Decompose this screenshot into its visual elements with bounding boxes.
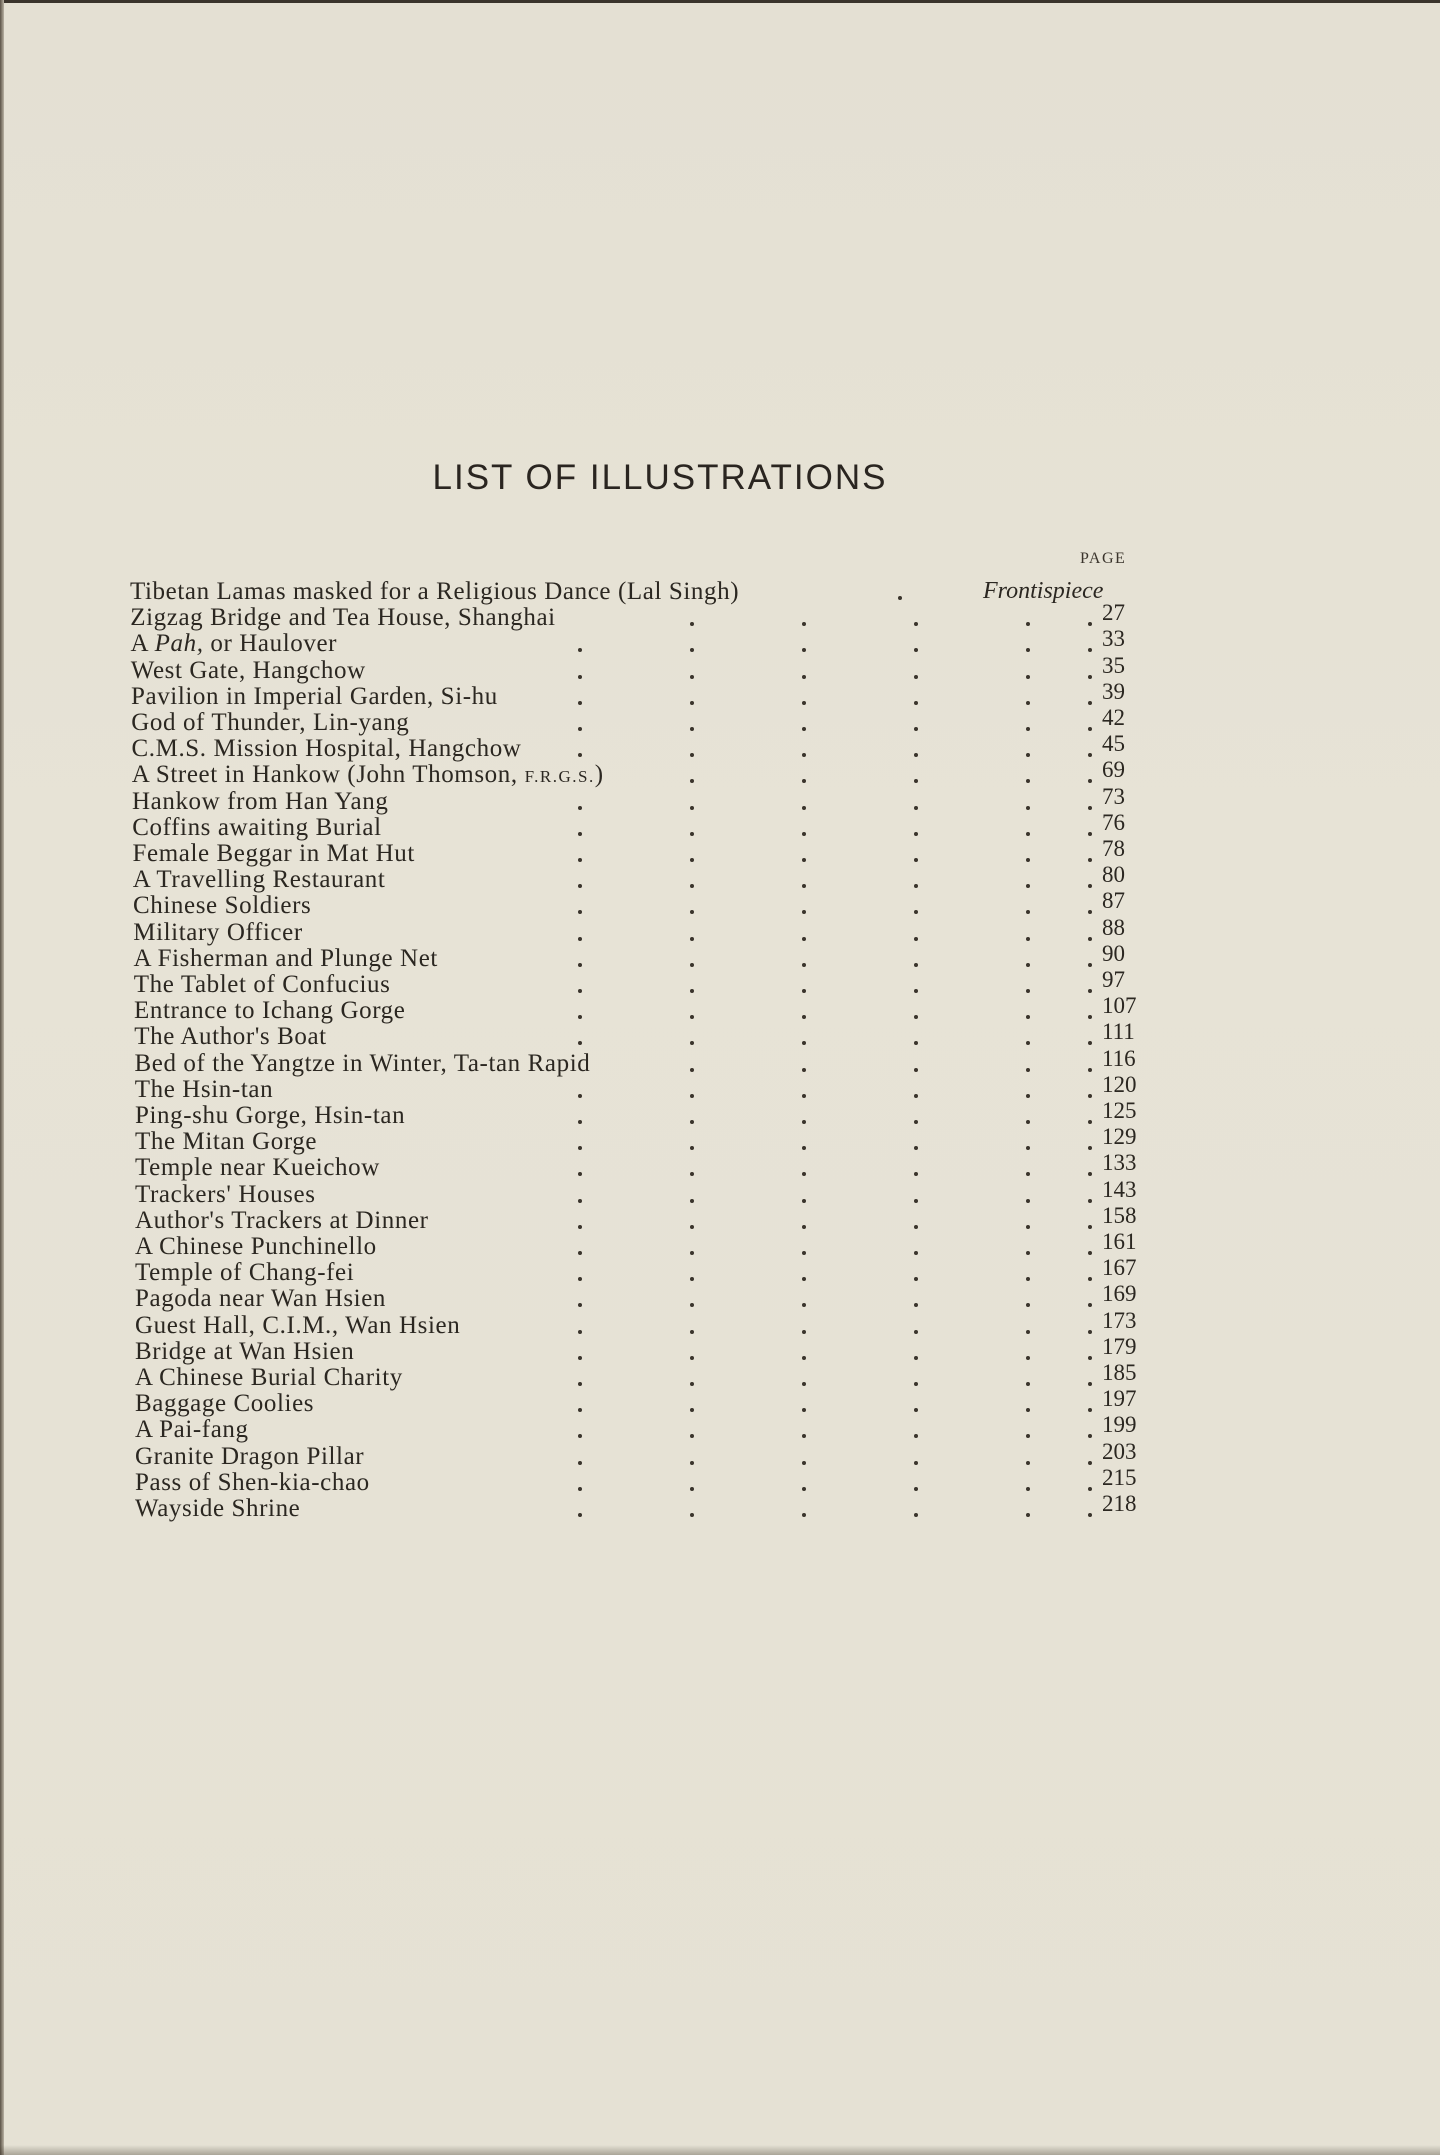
- leader-dot: [690, 1356, 694, 1360]
- illustration-page-number: 143: [1102, 1176, 1137, 1202]
- leader-dot: [578, 675, 582, 679]
- leader-dot: [1088, 1172, 1092, 1176]
- leader-dot: [802, 1277, 806, 1281]
- illustration-page-number: 161: [1102, 1229, 1137, 1254]
- illustration-page-number: 215: [1102, 1464, 1137, 1490]
- illustration-title: Military Officer: [133, 918, 303, 946]
- illustration-page-number: 39: [1102, 678, 1125, 704]
- leader-dot: [1026, 1172, 1030, 1176]
- leader-dot: [1088, 884, 1092, 888]
- illustration-page-number: 197: [1102, 1386, 1137, 1412]
- leader-dot: [802, 884, 806, 888]
- leader-dot: [1088, 753, 1092, 757]
- leader-dot: [578, 884, 582, 888]
- illustration-title: The Hsin-tan: [134, 1075, 274, 1103]
- leader-dot: [1026, 727, 1030, 731]
- leader-dot: [1088, 1434, 1092, 1438]
- leader-dot: [914, 1199, 918, 1203]
- leader-dot: [802, 910, 806, 914]
- leader-dot: [1088, 1356, 1092, 1360]
- leader-dot: [690, 1146, 694, 1150]
- leader-dot: [1088, 858, 1092, 862]
- leader-dot: [1026, 1356, 1030, 1360]
- leader-dot: [1088, 806, 1092, 810]
- illustration-title: Zigzag Bridge and Tea House, Shanghai: [130, 604, 556, 632]
- illustration-title: The Mitan Gorge: [135, 1128, 318, 1156]
- leader-dot: [802, 1303, 806, 1307]
- leader-dot: [1026, 1094, 1030, 1098]
- leader-dot: [802, 1513, 806, 1517]
- illustration-title: Guest Hall, C.I.M., Wan Hsien: [135, 1311, 461, 1339]
- illustration-page-number: 133: [1102, 1150, 1137, 1176]
- illustration-title: Temple near Kueichow: [135, 1154, 380, 1182]
- leader-dot: [1026, 1225, 1030, 1229]
- illustration-page-number: 173: [1102, 1307, 1137, 1333]
- leader-dot: [578, 1120, 582, 1124]
- leader-dot: [690, 989, 694, 993]
- leader-dot: [690, 937, 694, 941]
- illustration-title: Bridge at Wan Hsien: [135, 1337, 355, 1365]
- illustration-title: A Chinese Burial Charity: [135, 1364, 403, 1391]
- leader-dot: [1026, 989, 1030, 993]
- leader-dot: [578, 1041, 582, 1045]
- leader-dot: [690, 753, 694, 757]
- illustration-row: [0, 1491, 1440, 1531]
- leader-dot: [802, 1120, 806, 1124]
- leader-dot: [690, 779, 694, 783]
- illustration-title: Pass of Shen-kia-chao: [135, 1468, 370, 1496]
- leader-dot: [690, 675, 694, 679]
- leader-dot: [914, 1172, 918, 1176]
- leader-dot: [690, 1172, 694, 1176]
- illustration-page-number: 203: [1102, 1438, 1137, 1464]
- bottom-edge-shadow: [0, 2145, 1440, 2155]
- leader-dot: [1026, 1251, 1030, 1255]
- leader-dot: [1026, 753, 1030, 757]
- leader-dot: [914, 1041, 918, 1045]
- leader-dot: [914, 1120, 918, 1124]
- leader-dot: [1026, 1513, 1030, 1517]
- leader-dot: [578, 1303, 582, 1307]
- leader-dot: [802, 1408, 806, 1412]
- illustration-title: A Chinese Punchinello: [135, 1233, 377, 1260]
- illustration-page-number: 78: [1102, 836, 1125, 861]
- leader-dot: [1026, 884, 1030, 888]
- leader-dot: [1026, 832, 1030, 836]
- leader-dot: [1026, 779, 1030, 783]
- leader-dot: [914, 675, 918, 679]
- leader-dot: [1026, 963, 1030, 967]
- illustration-page-number: 218: [1102, 1491, 1137, 1516]
- leader-dot: [1088, 675, 1092, 679]
- leader-dot: [578, 1461, 582, 1465]
- leader-dot: [1026, 806, 1030, 810]
- illustration-page-number: 125: [1102, 1098, 1137, 1123]
- illustration-page-number: 35: [1102, 652, 1125, 678]
- illustration-page-number: 97: [1102, 967, 1125, 992]
- leader-dot: [578, 753, 582, 757]
- leader-dot: [914, 622, 918, 626]
- leader-dot: [914, 1068, 918, 1072]
- leader-dot: [1026, 1015, 1030, 1019]
- leader-dot: [690, 884, 694, 888]
- leader-dot: [578, 1225, 582, 1229]
- leader-dot: [914, 1461, 918, 1465]
- leader-dot: [1088, 1015, 1092, 1019]
- leader-dot: [1026, 701, 1030, 705]
- illustration-title: [132, 761, 604, 789]
- illustration-page-number: 88: [1102, 914, 1125, 940]
- illustration-title: Temple of Chang-fei: [135, 1259, 355, 1287]
- leader-dot: [802, 727, 806, 731]
- leader-dot: [914, 701, 918, 705]
- leader-dot: [802, 1434, 806, 1438]
- leader-dot: [802, 1094, 806, 1098]
- leader-dot: [578, 1513, 582, 1517]
- leader-dot: [1088, 989, 1092, 993]
- illustration-page-number: 90: [1102, 940, 1125, 966]
- leader-dot: [1026, 1120, 1030, 1124]
- illustration-page-number: 158: [1102, 1202, 1137, 1228]
- leader-dot: [1026, 1461, 1030, 1465]
- illustration-page-number: 42: [1102, 705, 1125, 730]
- leader-dot: [690, 1277, 694, 1281]
- leader-dot: [690, 1461, 694, 1465]
- illustration-title: God of Thunder, Lin-yang: [131, 709, 410, 736]
- leader-dot: [690, 1303, 694, 1307]
- leader-dot: [802, 1041, 806, 1045]
- leader-dot: [1026, 1303, 1030, 1307]
- leader-dot: [578, 989, 582, 993]
- leader-dot: [914, 1303, 918, 1307]
- illustration-page-number: 199: [1102, 1412, 1137, 1438]
- leader-dot: [914, 1408, 918, 1412]
- leader-dot: [1088, 1513, 1092, 1517]
- illustration-title: Ping-shu Gorge, Hsin-tan: [135, 1102, 406, 1129]
- leader-dot: [1026, 1146, 1030, 1150]
- leader-dot: [578, 1172, 582, 1176]
- leader-dot: [914, 1015, 918, 1019]
- leader-dot: [1088, 1041, 1092, 1045]
- leader-dot: [802, 1068, 806, 1072]
- illustration-title: Granite Dragon Pillar: [135, 1442, 365, 1470]
- leader-dot: [578, 1330, 582, 1334]
- leader-dot: [1088, 1487, 1092, 1491]
- illustration-title: Pavilion in Imperial Garden, Si-hu: [131, 682, 498, 710]
- leader-dot: [802, 1251, 806, 1255]
- leader-dot: [1026, 858, 1030, 862]
- illustration-title-part: F.R.G.S.: [524, 767, 595, 787]
- leader-dot: [578, 1487, 582, 1491]
- leader-dot: [690, 1251, 694, 1255]
- illustration-page-number: 167: [1102, 1255, 1137, 1281]
- illustration-title: A Fisherman and Plunge Net: [133, 944, 438, 972]
- illustration-title: C.M.S. Mission Hospital, Hangchow: [131, 735, 522, 763]
- illustration-page-number: 116: [1102, 1045, 1136, 1071]
- leader-dot: [802, 858, 806, 862]
- leader-dot: [690, 1015, 694, 1019]
- leader-dot: [802, 1225, 806, 1229]
- leader-dot: [690, 1434, 694, 1438]
- leader-dot: [578, 858, 582, 862]
- illustration-title: The Tablet of Confucius: [133, 971, 391, 998]
- illustration-page-number: 87: [1102, 888, 1125, 914]
- illustration-title: Entrance to Ichang Gorge: [134, 997, 406, 1025]
- leader-dot: [914, 1356, 918, 1360]
- illustration-title: Bed of the Yangtze in Winter, Ta-tan Rapid: [134, 1049, 591, 1077]
- leader-dot: [578, 727, 582, 731]
- leader-dot: [1026, 648, 1030, 652]
- leader-dot: [802, 779, 806, 783]
- leader-dot: [578, 701, 582, 705]
- leader-dot: [1026, 1277, 1030, 1281]
- leader-dot: [1088, 1303, 1092, 1307]
- leader-dot: [802, 1461, 806, 1465]
- leader-dot: [914, 753, 918, 757]
- leader-dot: [690, 1513, 694, 1517]
- leader-dot: [1088, 1251, 1092, 1255]
- illustration-page-number: 76: [1102, 809, 1125, 835]
- leader-dot: [914, 963, 918, 967]
- illustration-title: A Travelling Restaurant: [132, 866, 386, 894]
- leader-dot: [802, 1172, 806, 1176]
- leader-dot: [690, 1408, 694, 1412]
- leader-dot: [802, 1146, 806, 1150]
- illustration-title-part: A: [130, 630, 155, 658]
- leader-dot: [914, 1382, 918, 1386]
- leader-dot: [914, 648, 918, 652]
- leader-dot: [1088, 1120, 1092, 1124]
- leader-dot: [1026, 1434, 1030, 1438]
- leader-dot: [1088, 1382, 1092, 1386]
- leader-dot: [690, 858, 694, 862]
- leader-dot: [578, 806, 582, 810]
- leader-dot: [1088, 832, 1092, 836]
- leader-dot: [1088, 910, 1092, 914]
- leader-dot: [802, 1015, 806, 1019]
- leader-dot: [802, 1487, 806, 1491]
- leader-dot: [690, 648, 694, 652]
- illustration-page-number: 120: [1102, 1071, 1137, 1097]
- leader-dot: [578, 832, 582, 836]
- illustration-page-number: 45: [1102, 731, 1125, 757]
- leader-dot: [578, 1251, 582, 1255]
- page-column-label: PAGE: [1080, 550, 1127, 567]
- illustration-page-number: 185: [1102, 1360, 1137, 1385]
- leader-dot: [690, 701, 694, 705]
- leader-dot: [1088, 1199, 1092, 1203]
- leader-dot: [690, 622, 694, 626]
- illustration-title: Tibetan Lamas masked for a Religious Dance (Lal Singh): [130, 578, 740, 605]
- leader-dot: [1088, 648, 1092, 652]
- illustration-page-number: 107: [1102, 993, 1137, 1019]
- illustration-page-number: 169: [1102, 1281, 1137, 1307]
- leader-dot: [690, 1199, 694, 1203]
- leader-dot: [1088, 1330, 1092, 1334]
- leader-dot: [914, 806, 918, 810]
- leader-dot: [690, 1094, 694, 1098]
- leader-dot: [690, 727, 694, 731]
- leader-dot: [802, 937, 806, 941]
- leader-dot: [914, 1434, 918, 1438]
- leader-dot: [802, 675, 806, 679]
- leader-dot: [1026, 1382, 1030, 1386]
- leader-dot: [914, 884, 918, 888]
- illustration-page-number: Frontispiece: [983, 578, 1104, 604]
- leader-dot: [914, 1251, 918, 1255]
- leader-dot: [1088, 779, 1092, 783]
- leader-dot: [802, 1330, 806, 1334]
- leader-dot: [690, 1120, 694, 1124]
- leader-dot: [914, 832, 918, 836]
- illustration-title: Chinese Soldiers: [133, 892, 312, 920]
- leader-dot: [1026, 1199, 1030, 1203]
- illustration-title: The Author's Boat: [134, 1023, 327, 1051]
- page-title: LIST OF ILLUSTRATIONS: [432, 458, 888, 497]
- leader-dot: [914, 989, 918, 993]
- leader-dot: [802, 622, 806, 626]
- leader-dot: [578, 1382, 582, 1386]
- leader-dot: [1026, 1068, 1030, 1072]
- illustration-title: Baggage Coolies: [135, 1390, 315, 1418]
- leader-dot: [1088, 963, 1092, 967]
- leader-dot: [914, 1513, 918, 1517]
- leader-dot: [914, 910, 918, 914]
- illustration-title: Pagoda near Wan Hsien: [135, 1285, 387, 1313]
- leader-dot: [802, 806, 806, 810]
- leader-dot: [1088, 1408, 1092, 1412]
- illustration-title: Female Beggar in Mat Hut: [132, 840, 415, 867]
- leader-dot: [690, 832, 694, 836]
- leader-dot: [802, 1382, 806, 1386]
- leader-dot: [578, 1356, 582, 1360]
- illustration-page-number: 73: [1102, 783, 1125, 809]
- leader-dot: [914, 1277, 918, 1281]
- leader-dot: [1026, 1041, 1030, 1045]
- leader-dot: [914, 1330, 918, 1334]
- leader-dot: [690, 1225, 694, 1229]
- leader-dot: [802, 701, 806, 705]
- illustration-page-number: 33: [1102, 626, 1125, 652]
- leader-dot: [802, 832, 806, 836]
- leader-dot: [578, 1094, 582, 1098]
- leader-dot: [1088, 1461, 1092, 1465]
- leader-dot: [690, 1041, 694, 1045]
- leader-dot: [914, 1225, 918, 1229]
- illustration-title: West Gate, Hangchow: [130, 656, 366, 684]
- leader-dot: [1088, 1277, 1092, 1281]
- leader-dot: [578, 963, 582, 967]
- leader-dot: [1026, 675, 1030, 679]
- leader-dot: [914, 858, 918, 862]
- leader-dot: [802, 963, 806, 967]
- leader-dot: [690, 1330, 694, 1334]
- leader-dot: [914, 1094, 918, 1098]
- illustration-title: Trackers' Houses: [135, 1180, 316, 1208]
- leader-dot: [578, 1146, 582, 1150]
- illustration-title: Hankow from Han Yang: [132, 787, 389, 815]
- leader-dot: [690, 1487, 694, 1491]
- leader-dot: [914, 779, 918, 783]
- leader-dot: [578, 1408, 582, 1412]
- leader-dot: [802, 1356, 806, 1360]
- leader-dot: [1026, 937, 1030, 941]
- leader-dot: [1026, 910, 1030, 914]
- leader-dot: [578, 648, 582, 652]
- leader-dot: [1026, 1330, 1030, 1334]
- leader-dot: [690, 806, 694, 810]
- leader-dot: [1088, 937, 1092, 941]
- illustration-title: A Pai-fang: [135, 1416, 249, 1444]
- leader-dot: [1088, 1068, 1092, 1072]
- leader-dot: [914, 937, 918, 941]
- leader-dot: [898, 596, 902, 600]
- leader-dot: [1088, 701, 1092, 705]
- leader-dot: [1026, 1487, 1030, 1491]
- leader-dot: [578, 910, 582, 914]
- leader-dot: [578, 937, 582, 941]
- illustration-title-part: A Street in Hankow (John Thomson,: [131, 761, 525, 789]
- illustration-title: [131, 630, 338, 658]
- illustration-page-number: 111: [1102, 1019, 1135, 1045]
- leader-dot: [1026, 1408, 1030, 1412]
- leader-dot: [578, 1434, 582, 1438]
- leader-dot: [914, 1487, 918, 1491]
- leader-dot: [690, 910, 694, 914]
- illustration-page-number: 80: [1102, 862, 1125, 888]
- leader-dot: [690, 963, 694, 967]
- leader-dot: [802, 1199, 806, 1203]
- leader-dot: [1088, 622, 1092, 626]
- leader-dot: [914, 1146, 918, 1150]
- illustration-page-number: 27: [1102, 600, 1125, 626]
- leader-dot: [690, 1068, 694, 1072]
- illustration-title: Wayside Shrine: [135, 1495, 301, 1522]
- leader-dot: [1088, 727, 1092, 731]
- illustration-title-part: or Haulover: [203, 630, 338, 658]
- leader-dot: [578, 1199, 582, 1203]
- illustration-title-part: Pah,: [154, 630, 204, 658]
- leader-dot: [802, 753, 806, 757]
- leader-dot: [802, 648, 806, 652]
- leader-dot: [578, 1277, 582, 1281]
- illustration-page-number: 69: [1102, 757, 1125, 783]
- leader-dot: [802, 989, 806, 993]
- illustration-title: Author's Trackers at Dinner: [135, 1206, 429, 1234]
- leader-dot: [578, 1015, 582, 1019]
- illustration-title-part: ): [594, 761, 604, 789]
- illustration-page-number: 129: [1102, 1124, 1137, 1150]
- illustration-title: Coffins awaiting Burial: [132, 813, 382, 841]
- leader-dot: [914, 727, 918, 731]
- leader-dot: [690, 1382, 694, 1386]
- leader-dot: [1088, 1146, 1092, 1150]
- leader-dot: [1088, 1094, 1092, 1098]
- leader-dot: [1026, 622, 1030, 626]
- illustration-page-number: 179: [1102, 1333, 1137, 1359]
- leader-dot: [1088, 1225, 1092, 1229]
